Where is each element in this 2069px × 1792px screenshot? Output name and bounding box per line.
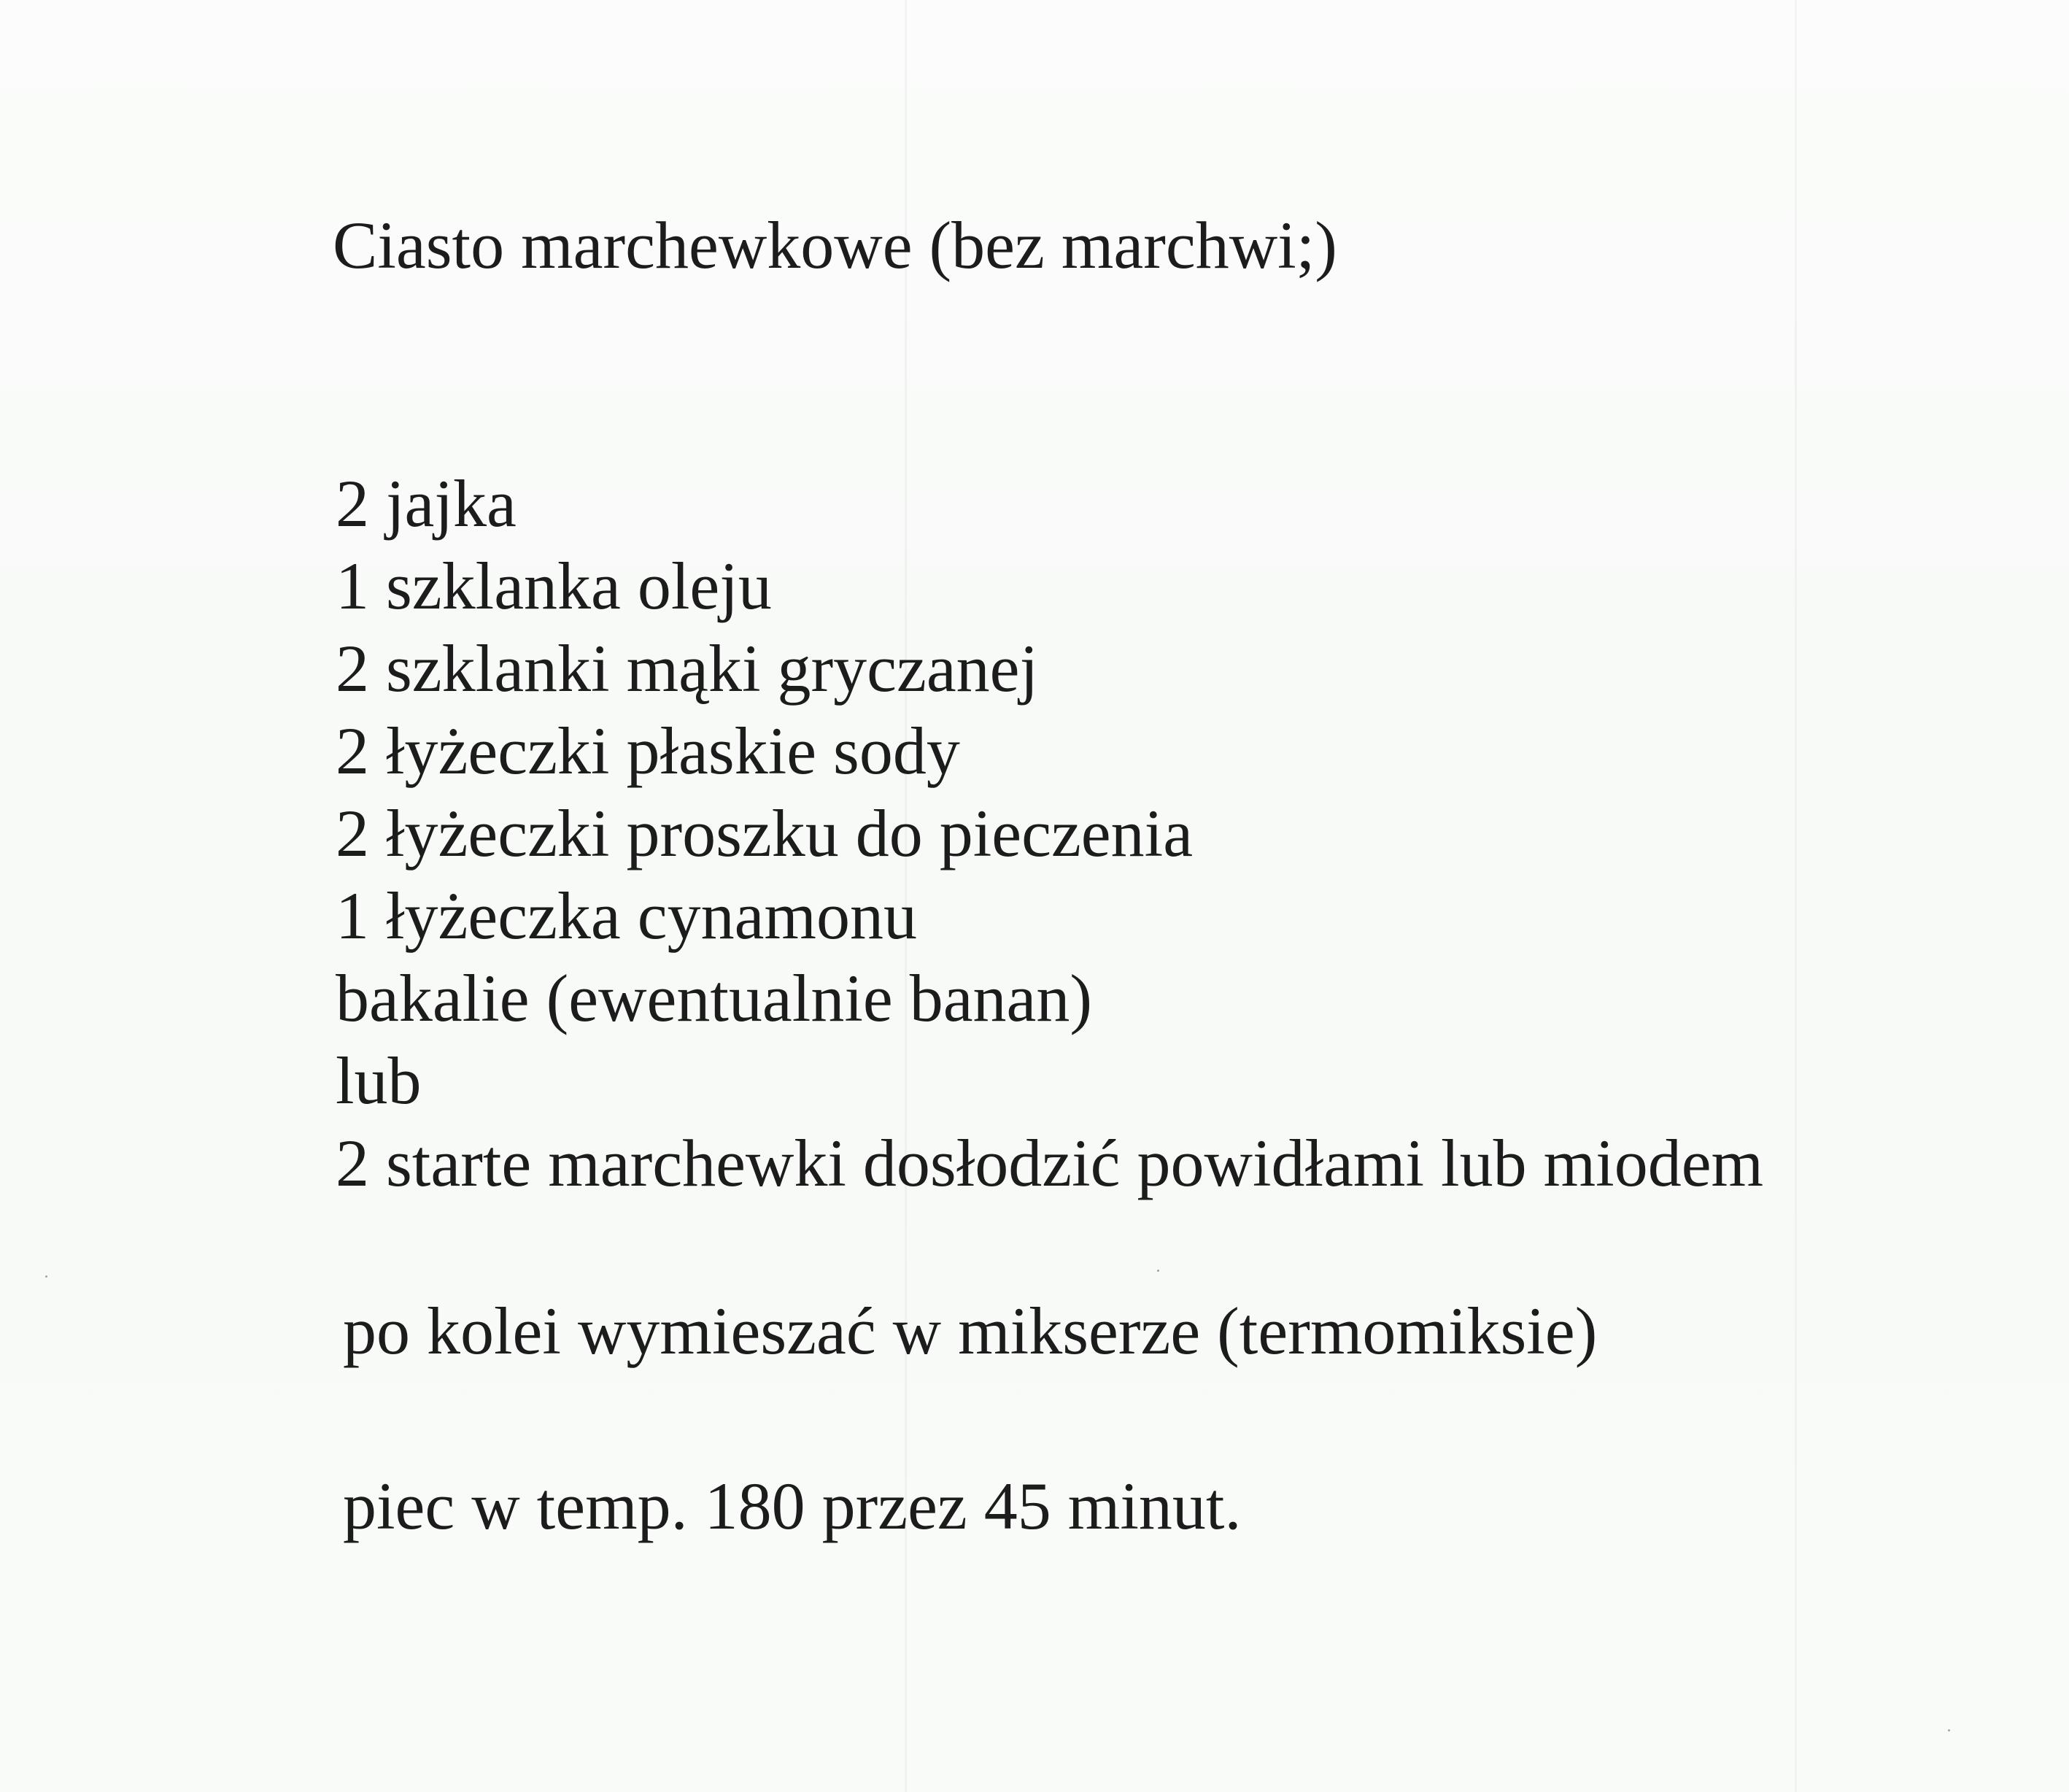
recipe-title: Ciasto marchewkowe (bez marchwi;)	[333, 208, 1337, 282]
ingredient-line: 2 starte marchewki dosłodzić powidłami lub miodem	[336, 1126, 1764, 1200]
ingredient-line: 2 łyżeczki płaskie sody	[336, 714, 960, 788]
paper-fold-mark	[1795, 0, 1797, 1792]
scan-speck	[1948, 1729, 1950, 1731]
scan-speck	[45, 1275, 47, 1278]
ingredient-line: 1 szklanka oleju	[336, 549, 772, 623]
ingredient-line: 2 jajka	[336, 466, 517, 541]
instruction-step: piec w temp. 180 przez 45 minut.	[343, 1469, 1242, 1543]
ingredient-line: lub	[336, 1043, 422, 1118]
instruction-step: po kolei wymieszać w mikserze (termomiksie)	[343, 1294, 1598, 1368]
ingredient-line: 1 łyżeczka cynamonu	[336, 878, 917, 953]
ingredient-line: 2 szklanki mąki gryczanej	[336, 631, 1039, 706]
ingredient-line: bakalie (ewentualnie banan)	[336, 961, 1093, 1035]
scan-speck	[1157, 1270, 1159, 1272]
ingredient-line: 2 łyżeczki proszku do pieczenia	[336, 796, 1194, 870]
